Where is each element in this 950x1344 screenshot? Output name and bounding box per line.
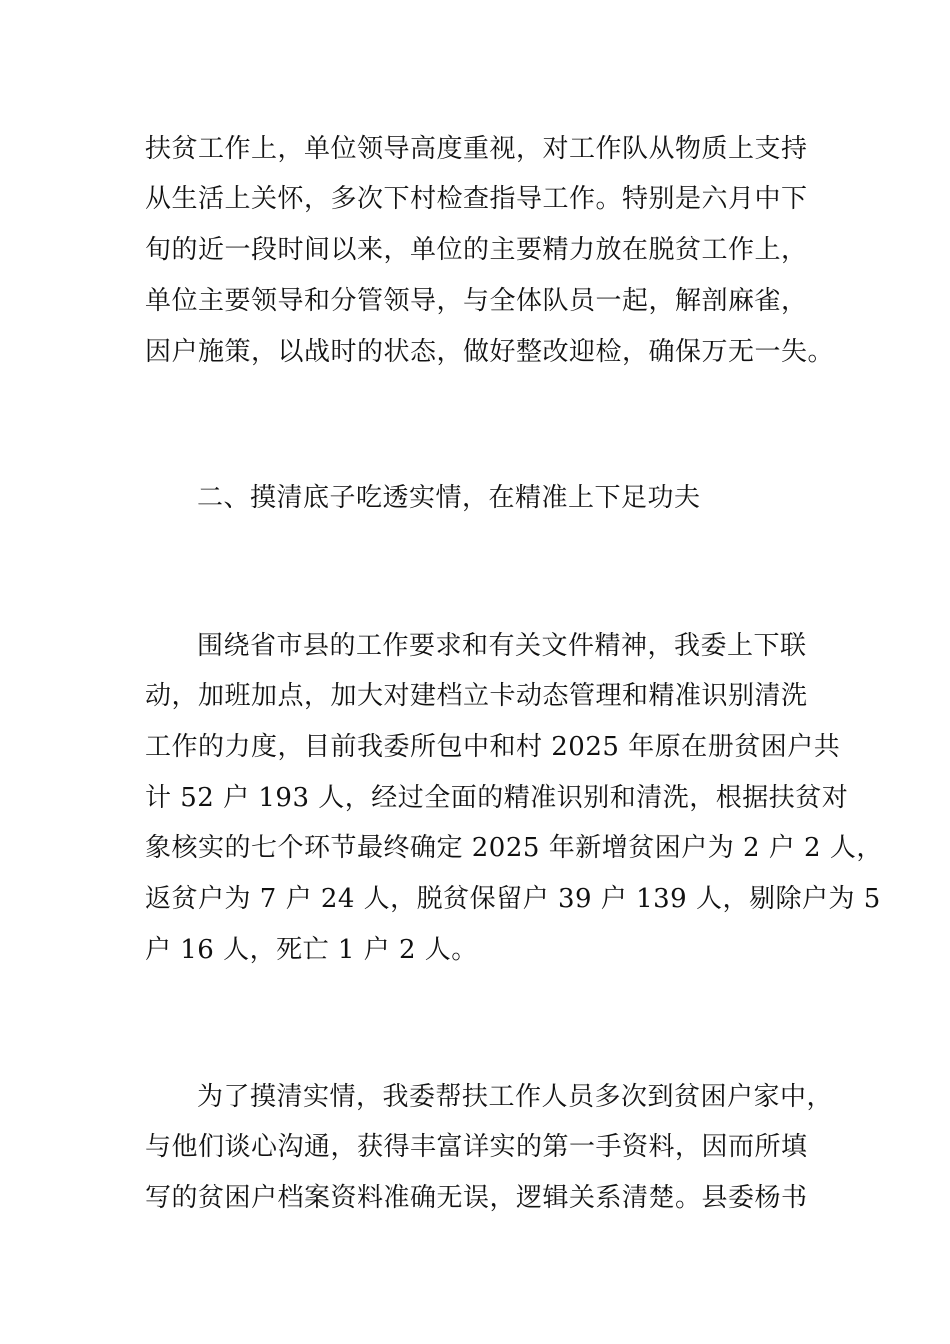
paragraph-2-line-5: 象核实的七个环节最终确定 2025 年新增贫困户为 2 户 2 人， [145,833,883,863]
paragraph-2-line-7: 户 16 人，死亡 1 户 2 人。 [145,935,478,965]
paragraph-2-line-2: 动，加班加点，加大对建档立卡动态管理和精准识别清洗 [145,681,808,711]
paragraph-1-line-5: 因户施策，以战时的状态，做好整改迎检，确保万无一失。 [145,337,835,367]
paragraph-2-line-6: 返贫户为 7 户 24 人，脱贫保留户 39 户 139 人，剔除户为 5 [145,884,881,914]
paragraph-1-line-1: 扶贫工作上，单位领导高度重视，对工作队从物质上支持 [145,134,808,164]
paragraph-2-line-3: 工作的力度，目前我委所包中和村 2025 年原在册贫困户共 [145,732,841,762]
section-heading: 二、摸清底子吃透实情，在精准上下足功夫 [197,483,701,513]
paragraph-1-line-3: 旬的近一段时间以来，单位的主要精力放在脱贫工作上， [145,235,808,265]
paragraph-1-line-2: 从生活上关怀，多次下村检查指导工作。特别是六月中下 [145,184,808,214]
paragraph-3-line-3: 写的贫困户档案资料准确无误，逻辑关系清楚。县委杨书 [145,1183,808,1213]
paragraph-1-line-4: 单位主要领导和分管领导，与全体队员一起，解剖麻雀， [145,286,808,316]
paragraph-3-line-2: 与他们谈心沟通，获得丰富详实的第一手资料，因而所填 [145,1132,808,1162]
paragraph-2-line-4: 计 52 户 193 人，经过全面的精准识别和清洗，根据扶贫对 [145,783,849,813]
paragraph-2-line-1: 围绕省市县的工作要求和有关文件精神，我委上下联 [197,631,807,661]
paragraph-3-line-1: 为了摸清实情，我委帮扶工作人员多次到贫困户家中， [197,1082,834,1112]
